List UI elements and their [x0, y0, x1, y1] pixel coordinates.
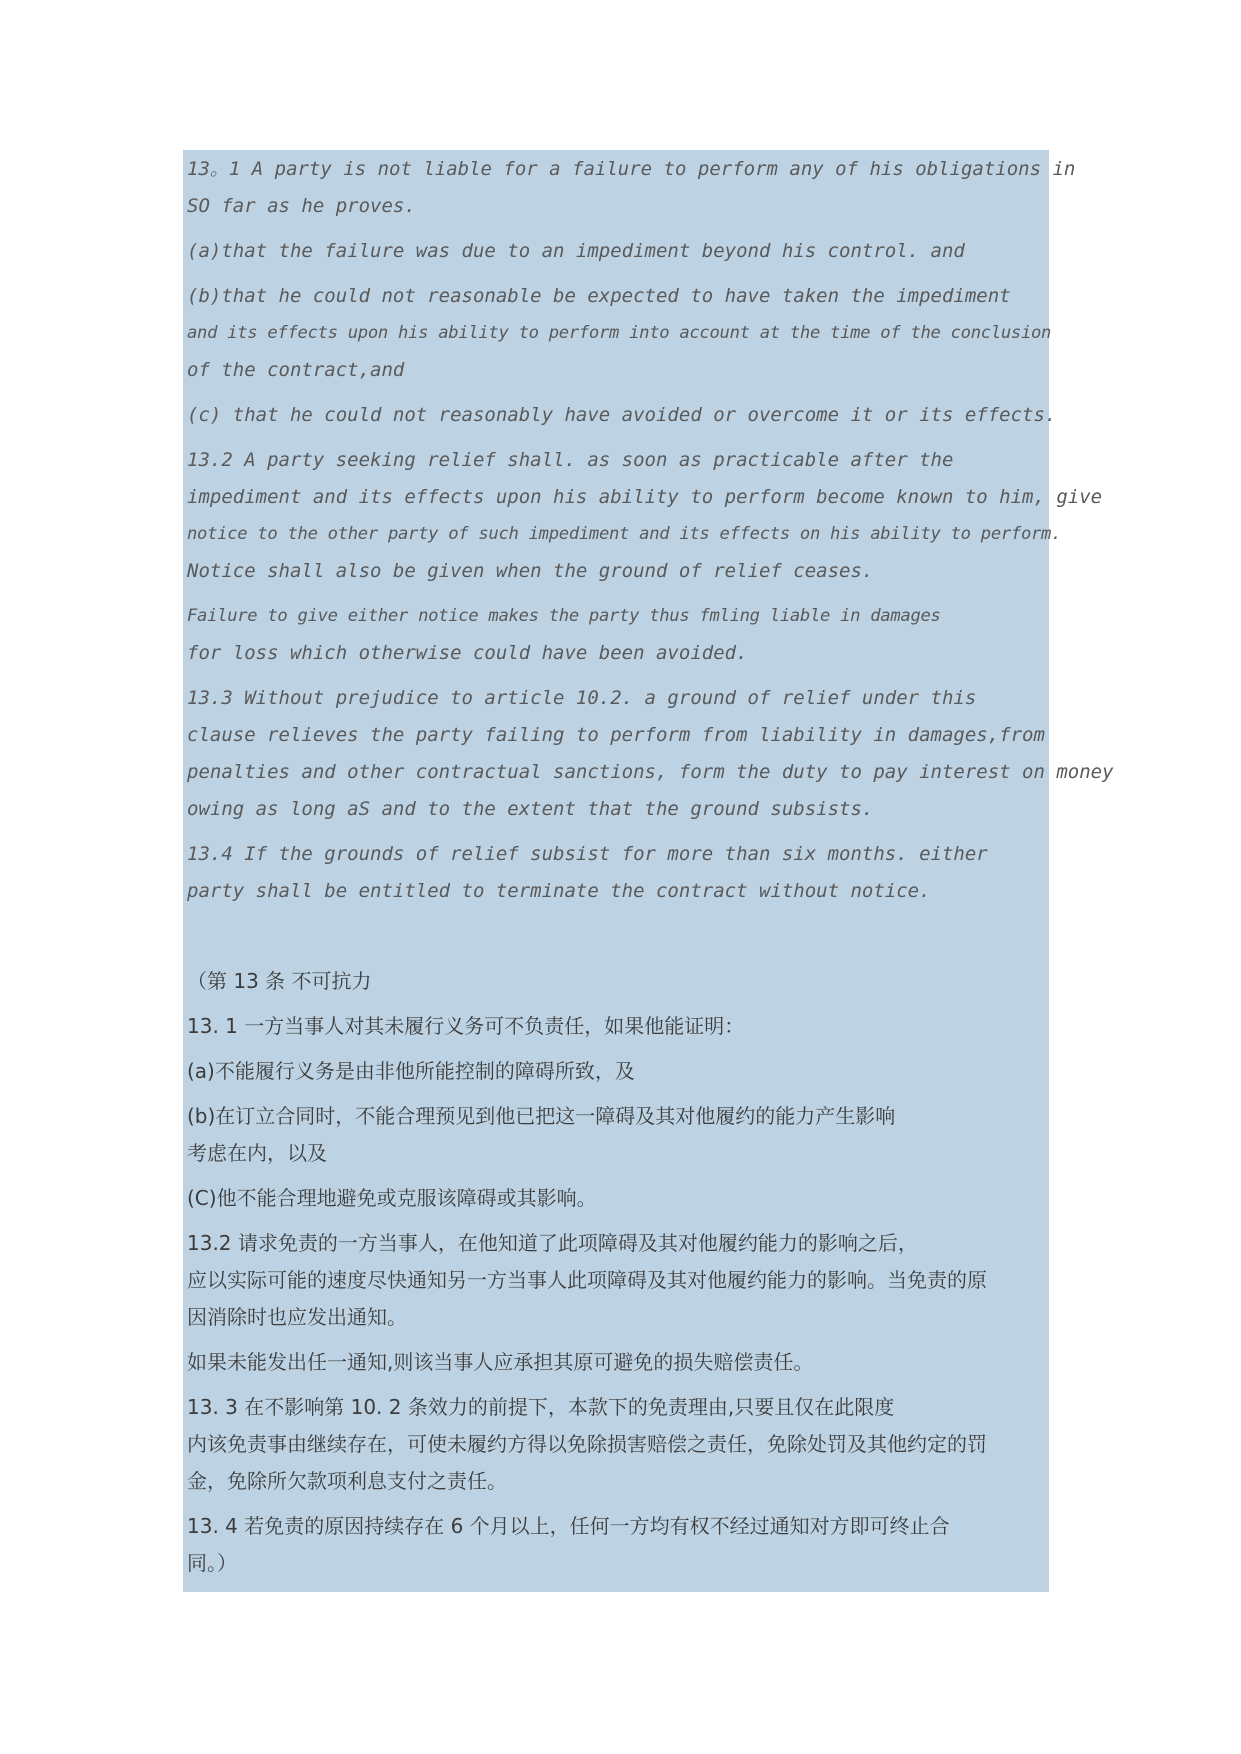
en-line: 13.2 A party seeking relief shall. as soon as practicable after the	[187, 449, 954, 471]
en-line: for loss which otherwise could have been avoided.	[187, 642, 748, 664]
zh-line: (b)在订立合同时，不能合理预见到他已把这一障碍及其对他履约的能力产生影响	[187, 1104, 896, 1128]
en-line: and its effects upon his ability to perform into account at the time of the conclusion	[187, 323, 1052, 343]
zh-line: 13.2 请求免责的一方当事人，在他知道了此项障碍及其对他履约能力的影响之后，	[187, 1231, 918, 1255]
zh-line: (a)不能履行义务是由非他所能控制的障碍所致，及	[187, 1059, 635, 1083]
en-line: (c) that he could not reasonably have avoided or overcome it or its effects.	[187, 404, 1057, 426]
en-line: owing as long aS and to the extent that the ground subsists.	[187, 798, 874, 820]
zh-line: 13. 4 若免责的原因持续存在 6 个月以上，任何一方均有权不经过通知对方即可终止合	[187, 1514, 950, 1538]
zh-line: （第 13 条 不可抗力	[187, 969, 372, 993]
zh-line: 因消除时也应发出通知。	[187, 1305, 407, 1329]
zh-line: 13. 3 在不影响第 10. 2 条效力的前提下，本款下的免责理由,只要且仅在此限度	[187, 1395, 895, 1419]
en-line: Failure to give either notice makes the party thus fmling liable in damages	[187, 606, 941, 626]
zh-line: 内该免责事由继续存在，可使未履约方得以免除损害赔偿之责任，免除处罚及其他约定的罚	[187, 1432, 987, 1456]
en-line: (a)that the failure was due to an impediment beyond his control. and	[187, 240, 965, 262]
en-line: notice to the other party of such impediment and its effects on his ability to perform.	[187, 524, 1062, 544]
zh-line: (C)他不能合理地避免或克服该障碍或其影响。	[187, 1186, 597, 1210]
en-line: 13.3 Without prejudice to article 10.2. a ground of relief under this	[187, 687, 977, 709]
en-line: (b)that he could not reasonable be expected to have taken the impediment	[187, 285, 1011, 307]
zh-line: 金，免除所欠款项利息支付之责任。	[187, 1469, 507, 1493]
en-line: 13。1 A party is not liable for a failure to perform any of his obligations in	[187, 158, 1076, 180]
en-line: SO far as he proves.	[187, 195, 416, 217]
en-line: 13.4 If the grounds of relief subsist for more than six months. either	[187, 843, 988, 865]
en-line: penalties and other contractual sanctions, form the duty to pay interest on money	[187, 761, 1114, 783]
zh-line: 同。）	[187, 1551, 237, 1575]
en-line: of the contract,and	[187, 359, 405, 381]
en-line: clause relieves the party failing to perform from liability in damages,from	[187, 724, 1045, 746]
zh-line: 应以实际可能的速度尽快通知另一方当事人此项障碍及其对他履约能力的影响。当免责的原	[187, 1268, 987, 1292]
en-line: party shall be entitled to terminate the contract without notice.	[187, 880, 931, 902]
en-line: Notice shall also be given when the ground of relief ceases.	[187, 560, 874, 582]
en-line: impediment and its effects upon his ability to perform become known to him, give	[187, 486, 1103, 508]
zh-line: 如果未能发出任一通知,则该当事人应承担其原可避免的损失赔偿责任。	[187, 1350, 814, 1374]
zh-line: 13. 1 一方当事人对其未履行义务可不负责任，如果他能证明：	[187, 1014, 745, 1038]
zh-line: 考虑在内，以及	[187, 1141, 327, 1165]
